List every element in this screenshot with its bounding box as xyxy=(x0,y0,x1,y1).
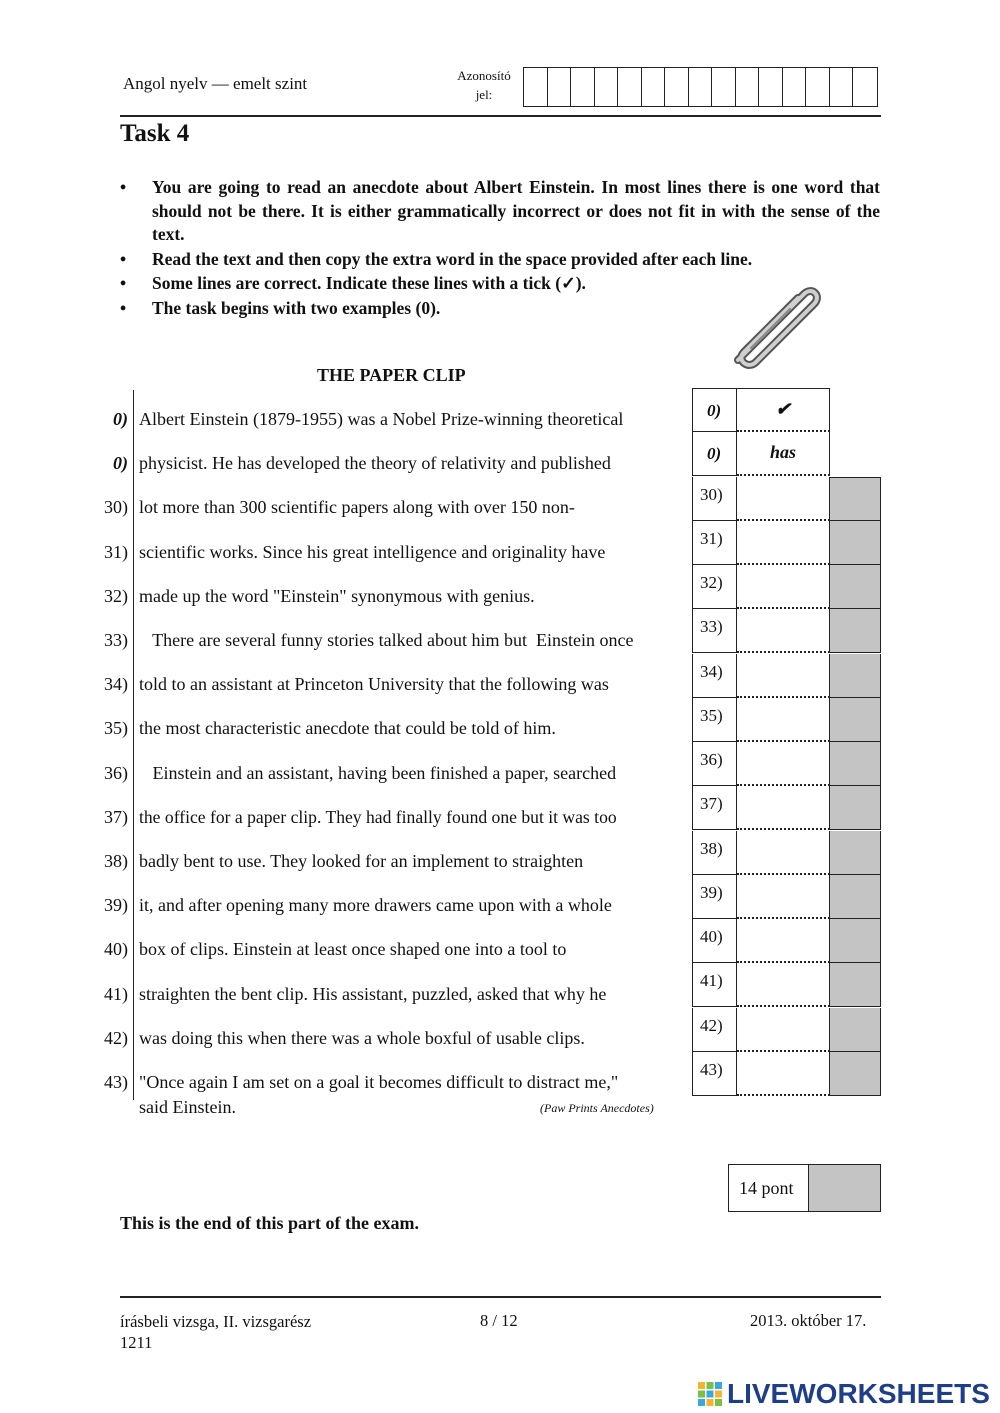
line-number: 34) xyxy=(104,674,128,694)
liveworksheets-logo-text: LIVEWORKSHEETS xyxy=(727,1378,990,1409)
answer-number: 42) xyxy=(692,1008,737,1052)
bullet-icon: • xyxy=(120,273,127,293)
line-number: 30) xyxy=(104,497,128,517)
id-box[interactable] xyxy=(783,68,807,106)
score-cell xyxy=(830,698,881,742)
instruction-text: Read the text and then copy the extra word in the space provided after each line. xyxy=(152,248,753,269)
text-line: lot more than 300 scientific papers along with over 150 non- xyxy=(139,497,575,517)
answer-number: 37) xyxy=(692,786,737,830)
line-number: 36) xyxy=(104,763,128,783)
answer-number: 36) xyxy=(692,742,737,786)
line-number: 35) xyxy=(104,718,128,738)
score-cell xyxy=(830,786,881,830)
answer-number: 0) xyxy=(692,432,737,476)
line-number: 40) xyxy=(104,939,128,959)
id-box[interactable] xyxy=(806,68,830,106)
points-score-field[interactable] xyxy=(809,1165,880,1211)
bullet-icon: • xyxy=(120,177,127,197)
id-box[interactable] xyxy=(642,68,666,106)
text-line: badly bent to use. They looked for an implement to straighten xyxy=(139,851,584,871)
points-box xyxy=(728,1164,881,1212)
footer-date: 2013. október 17. xyxy=(750,1311,867,1330)
text-line: told to an assistant at Princeton University that the following was xyxy=(139,674,609,694)
answer-number: 41) xyxy=(692,963,737,1007)
liveworksheets-logo-icon xyxy=(697,1381,723,1407)
answer-input[interactable] xyxy=(737,875,830,919)
header-rule xyxy=(120,115,881,117)
line-number: 43) xyxy=(104,1072,128,1092)
end-text: This is the end of this part of the exam. xyxy=(120,1213,420,1233)
id-label xyxy=(445,66,523,104)
id-box[interactable] xyxy=(853,68,877,106)
text-divider xyxy=(133,390,134,1100)
text-line: the most characteristic anecdote that could be told of him. xyxy=(139,718,556,738)
footer-rule xyxy=(120,1296,881,1298)
answer-example: ✔ xyxy=(737,388,830,432)
line-number: 32) xyxy=(104,586,128,606)
answer-input[interactable] xyxy=(737,1052,830,1096)
instruction-item xyxy=(120,248,880,272)
answer-input[interactable] xyxy=(737,477,830,521)
text-line: the office for a paper clip. They had finally found one but it was too xyxy=(139,807,617,827)
answer-example: has xyxy=(737,432,830,476)
id-box[interactable] xyxy=(689,68,713,106)
id-box[interactable] xyxy=(759,68,783,106)
id-box[interactable] xyxy=(548,68,572,106)
score-cell xyxy=(830,1008,881,1052)
score-cell xyxy=(830,831,881,875)
score-cell xyxy=(830,565,881,609)
line-number: 39) xyxy=(104,895,128,915)
line-number: 37) xyxy=(104,807,128,827)
id-box[interactable] xyxy=(712,68,736,106)
footer-code: 1211 xyxy=(120,1333,153,1352)
score-cell xyxy=(830,1052,881,1096)
header-subject: Angol nyelv — emelt szint xyxy=(123,74,308,93)
paperclip-icon xyxy=(718,278,828,378)
last-line-continuation: said Einstein. xyxy=(139,1097,236,1117)
instruction-text: The task begins with two examples (0). xyxy=(152,297,441,318)
answer-number: 40) xyxy=(692,919,737,963)
line-number: 42) xyxy=(104,1028,128,1048)
answer-input[interactable] xyxy=(737,698,830,742)
line-number: 31) xyxy=(104,542,128,562)
liveworksheets-logo[interactable] xyxy=(697,1378,990,1410)
answer-input[interactable] xyxy=(737,609,830,653)
line-number: 0) xyxy=(113,409,128,429)
answer-input[interactable] xyxy=(737,1008,830,1052)
line-number: 33) xyxy=(104,630,128,650)
footer-page-number: 8 / 12 xyxy=(480,1311,518,1330)
id-box[interactable] xyxy=(736,68,760,106)
text-line: "Once again I am set on a goal it becomes difficult to distract me," xyxy=(139,1072,619,1092)
text-line: made up the word "Einstein" synonymous with genius. xyxy=(139,586,535,606)
score-cell xyxy=(830,742,881,786)
line-number: 41) xyxy=(104,984,128,1004)
id-boxes xyxy=(523,67,878,107)
answer-input[interactable] xyxy=(737,521,830,565)
answer-input[interactable] xyxy=(737,919,830,963)
id-label-line1: Azonosító xyxy=(457,68,511,83)
answer-number: 34) xyxy=(692,654,737,698)
text-line: There are several funny stories talked about him but Einstein once xyxy=(139,630,634,650)
id-box[interactable] xyxy=(524,68,548,106)
text-title: THE PAPER CLIP xyxy=(317,365,466,385)
text-line: it, and after opening many more drawers came upon with a whole xyxy=(139,895,612,915)
answer-number: 31) xyxy=(692,521,737,565)
id-box[interactable] xyxy=(830,68,854,106)
id-box[interactable] xyxy=(665,68,689,106)
text-line: box of clips. Einstein at least once shaped one into a tool to xyxy=(139,939,567,959)
source-citation: (Paw Prints Anecdotes) xyxy=(540,1101,654,1115)
answer-number: 35) xyxy=(692,698,737,742)
answer-input[interactable] xyxy=(737,742,830,786)
text-line: Einstein and an assistant, having been finished a paper, searched xyxy=(139,763,617,783)
answer-number: 32) xyxy=(692,565,737,609)
text-line: scientific works. Since his great intelligence and originality have xyxy=(139,542,606,562)
bullet-icon: • xyxy=(120,248,127,269)
instruction-text: Some lines are correct. Indicate these lines with a tick (✓). xyxy=(152,273,586,293)
instruction-item xyxy=(120,176,880,247)
answer-number: 38) xyxy=(692,831,737,875)
task-title: Task 4 xyxy=(120,120,190,147)
score-cell xyxy=(830,963,881,1007)
answer-number: 43) xyxy=(692,1052,737,1096)
text-line: Albert Einstein (1879-1955) was a Nobel Prize-winning theoretical xyxy=(139,409,624,429)
id-box[interactable] xyxy=(595,68,619,106)
answer-number: 39) xyxy=(692,875,737,919)
score-cell xyxy=(830,654,881,698)
score-cell xyxy=(830,477,881,521)
id-label-line2: jel: xyxy=(475,87,493,102)
score-cell xyxy=(830,521,881,565)
line-number: 38) xyxy=(104,851,128,871)
answer-input[interactable] xyxy=(737,786,830,830)
text-line: was doing this when there was a whole boxful of usable clips. xyxy=(139,1028,585,1048)
line-number: 0) xyxy=(113,453,128,473)
answer-number: 30) xyxy=(692,477,737,521)
answer-input[interactable] xyxy=(737,565,830,609)
text-line: physicist. He has developed the theory of relativity and published xyxy=(139,453,611,473)
id-box[interactable] xyxy=(618,68,642,106)
answer-input[interactable] xyxy=(737,963,830,1007)
footer-exam-part: írásbeli vizsga, II. vizsgarész xyxy=(120,1312,312,1331)
answer-input[interactable] xyxy=(737,654,830,698)
id-box[interactable] xyxy=(571,68,595,106)
answer-number: 0) xyxy=(692,388,737,432)
answer-input[interactable] xyxy=(737,831,830,875)
score-cell xyxy=(830,919,881,963)
instruction-text: You are going to read an anecdote about Albert Einstein. In most lines there is one word that should not be there. It is either grammatically incorrect or does not fit in with the sense of the text. xyxy=(152,177,880,244)
score-cell xyxy=(830,609,881,653)
answer-number: 33) xyxy=(692,609,737,653)
points-label: 14 pont xyxy=(729,1165,809,1211)
score-cell xyxy=(830,875,881,919)
footer-left xyxy=(120,1311,311,1353)
text-line: straighten the bent clip. His assistant, puzzled, asked that why he xyxy=(139,984,607,1004)
bullet-icon: • xyxy=(120,297,127,318)
